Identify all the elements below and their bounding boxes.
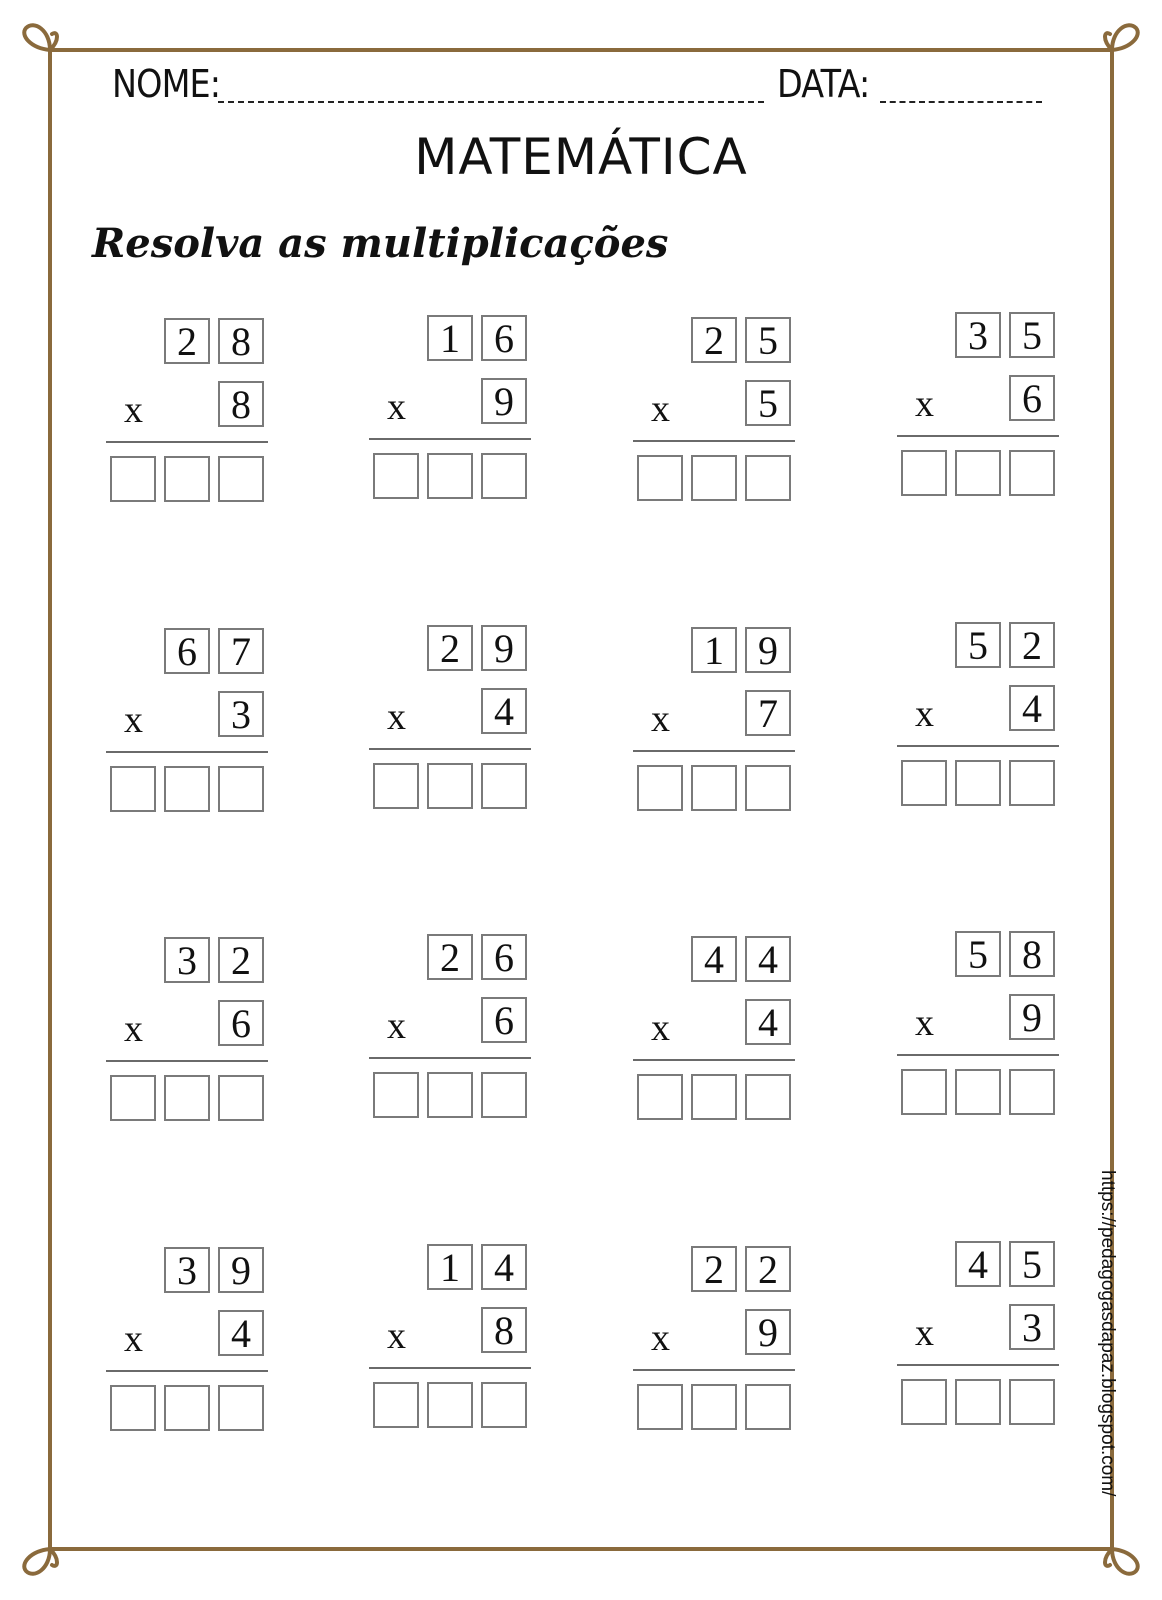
multiplier-digit-box: 9 bbox=[1009, 994, 1055, 1040]
multiply-sign: x bbox=[387, 1315, 406, 1357]
answer-box-hundreds[interactable] bbox=[373, 1072, 419, 1118]
multiply-sign: x bbox=[651, 1007, 670, 1049]
multiplication-problem bbox=[897, 1241, 1059, 1436]
units-digit-box: 9 bbox=[481, 625, 527, 671]
multiply-sign: x bbox=[124, 1318, 143, 1360]
tens-digit-box: 6 bbox=[164, 628, 210, 674]
answer-box-hundreds[interactable] bbox=[373, 1382, 419, 1428]
multiplication-problem bbox=[369, 1244, 531, 1439]
date-label: DATA: bbox=[777, 62, 870, 106]
answer-box-units[interactable] bbox=[745, 765, 791, 811]
tens-digit-box: 4 bbox=[691, 936, 737, 982]
units-digit-box: 2 bbox=[1009, 622, 1055, 668]
tens-digit-box: 2 bbox=[691, 317, 737, 363]
answer-box-hundreds[interactable] bbox=[901, 1069, 947, 1115]
answer-box-units[interactable] bbox=[1009, 1069, 1055, 1115]
multiplication-problem bbox=[897, 622, 1059, 817]
multiplication-problem bbox=[369, 934, 531, 1129]
answer-box-tens[interactable] bbox=[955, 760, 1001, 806]
answer-box-units[interactable] bbox=[218, 456, 264, 502]
answer-box-units[interactable] bbox=[481, 1382, 527, 1428]
answer-box-hundreds[interactable] bbox=[637, 1384, 683, 1430]
answer-box-tens[interactable] bbox=[691, 1384, 737, 1430]
answer-box-hundreds[interactable] bbox=[637, 1074, 683, 1120]
multiplier-digit-box: 5 bbox=[745, 380, 791, 426]
result-rule-line bbox=[369, 1057, 531, 1059]
page-title: MATEMÁTICA bbox=[414, 128, 748, 186]
answer-box-hundreds[interactable] bbox=[901, 760, 947, 806]
result-rule-line bbox=[106, 1370, 268, 1372]
answer-box-hundreds[interactable] bbox=[110, 766, 156, 812]
answer-box-units[interactable] bbox=[218, 1385, 264, 1431]
result-rule-line bbox=[897, 745, 1059, 747]
multiply-sign: x bbox=[124, 389, 143, 431]
answer-box-units[interactable] bbox=[745, 1384, 791, 1430]
source-credit: https://pedagogasdapaz.blogspot.com/ bbox=[1097, 1170, 1118, 1497]
answer-box-tens[interactable] bbox=[691, 455, 737, 501]
units-digit-box: 6 bbox=[481, 315, 527, 361]
units-digit-box: 4 bbox=[481, 1244, 527, 1290]
multiply-sign: x bbox=[915, 1002, 934, 1044]
tens-digit-box: 2 bbox=[691, 1246, 737, 1292]
multiplier-digit-box: 3 bbox=[218, 691, 264, 737]
multiplier-digit-box: 9 bbox=[745, 1309, 791, 1355]
answer-box-units[interactable] bbox=[745, 455, 791, 501]
answer-box-units[interactable] bbox=[481, 763, 527, 809]
answer-box-tens[interactable] bbox=[427, 1072, 473, 1118]
multiply-sign: x bbox=[387, 1005, 406, 1047]
multiplier-digit-box: 3 bbox=[1009, 1304, 1055, 1350]
tens-digit-box: 3 bbox=[164, 1247, 210, 1293]
multiplier-digit-box: 8 bbox=[481, 1307, 527, 1353]
multiplier-digit-box: 6 bbox=[1009, 375, 1055, 421]
answer-box-units[interactable] bbox=[1009, 760, 1055, 806]
answer-box-units[interactable] bbox=[218, 766, 264, 812]
tens-digit-box: 5 bbox=[955, 622, 1001, 668]
result-rule-line bbox=[633, 1059, 795, 1061]
tens-digit-box: 3 bbox=[164, 937, 210, 983]
answer-box-tens[interactable] bbox=[955, 450, 1001, 496]
multiplier-digit-box: 8 bbox=[218, 381, 264, 427]
units-digit-box: 5 bbox=[745, 317, 791, 363]
answer-box-tens[interactable] bbox=[427, 1382, 473, 1428]
result-rule-line bbox=[106, 441, 268, 443]
multiplication-problem bbox=[369, 315, 531, 510]
multiplier-digit-box: 9 bbox=[481, 378, 527, 424]
units-digit-box: 2 bbox=[745, 1246, 791, 1292]
result-rule-line bbox=[369, 1367, 531, 1369]
name-label: NOME: bbox=[112, 62, 221, 106]
answer-box-hundreds[interactable] bbox=[373, 453, 419, 499]
answer-box-tens[interactable] bbox=[427, 763, 473, 809]
answer-box-units[interactable] bbox=[745, 1074, 791, 1120]
units-digit-box: 5 bbox=[1009, 1241, 1055, 1287]
multiply-sign: x bbox=[651, 1317, 670, 1359]
multiplication-problem bbox=[897, 312, 1059, 507]
units-digit-box: 7 bbox=[218, 628, 264, 674]
answer-box-units[interactable] bbox=[218, 1075, 264, 1121]
multiplier-digit-box: 6 bbox=[481, 997, 527, 1043]
tens-digit-box: 1 bbox=[427, 1244, 473, 1290]
name-fill-line[interactable] bbox=[218, 101, 764, 103]
answer-box-hundreds[interactable] bbox=[901, 1379, 947, 1425]
answer-box-tens[interactable] bbox=[691, 765, 737, 811]
multiplication-problem bbox=[633, 627, 795, 822]
multiply-sign: x bbox=[124, 699, 143, 741]
answer-box-tens[interactable] bbox=[955, 1379, 1001, 1425]
answer-box-units[interactable] bbox=[481, 453, 527, 499]
multiplication-problem bbox=[897, 931, 1059, 1126]
tens-digit-box: 1 bbox=[691, 627, 737, 673]
multiply-sign: x bbox=[124, 1008, 143, 1050]
answer-box-tens[interactable] bbox=[427, 453, 473, 499]
multiplication-problem bbox=[633, 317, 795, 512]
answer-box-hundreds[interactable] bbox=[110, 1075, 156, 1121]
units-digit-box: 4 bbox=[745, 936, 791, 982]
multiplier-digit-box: 7 bbox=[745, 690, 791, 736]
result-rule-line bbox=[633, 750, 795, 752]
answer-box-tens[interactable] bbox=[691, 1074, 737, 1120]
units-digit-box: 8 bbox=[1009, 931, 1055, 977]
answer-box-units[interactable] bbox=[1009, 450, 1055, 496]
tens-digit-box: 2 bbox=[427, 625, 473, 671]
tens-digit-box: 5 bbox=[955, 931, 1001, 977]
answer-box-tens[interactable] bbox=[164, 766, 210, 812]
tens-digit-box: 4 bbox=[955, 1241, 1001, 1287]
multiplication-problem bbox=[106, 318, 268, 513]
tens-digit-box: 1 bbox=[427, 315, 473, 361]
multiplier-digit-box: 4 bbox=[218, 1310, 264, 1356]
multiplication-problem bbox=[106, 628, 268, 823]
multiplier-digit-box: 6 bbox=[218, 1000, 264, 1046]
multiply-sign: x bbox=[651, 698, 670, 740]
units-digit-box: 8 bbox=[218, 318, 264, 364]
units-digit-box: 2 bbox=[218, 937, 264, 983]
result-rule-line bbox=[633, 1369, 795, 1371]
multiplication-problem bbox=[106, 937, 268, 1132]
answer-box-tens[interactable] bbox=[955, 1069, 1001, 1115]
result-rule-line bbox=[106, 751, 268, 753]
units-digit-box: 6 bbox=[481, 934, 527, 980]
answer-box-tens[interactable] bbox=[164, 456, 210, 502]
answer-box-hundreds[interactable] bbox=[901, 450, 947, 496]
multiply-sign: x bbox=[651, 388, 670, 430]
result-rule-line bbox=[897, 435, 1059, 437]
result-rule-line bbox=[369, 748, 531, 750]
instruction-text: Resolva as multiplicações bbox=[92, 220, 669, 267]
multiply-sign: x bbox=[915, 693, 934, 735]
result-rule-line bbox=[106, 1060, 268, 1062]
answer-box-hundreds[interactable] bbox=[373, 763, 419, 809]
multiplier-digit-box: 4 bbox=[481, 688, 527, 734]
answer-box-hundreds[interactable] bbox=[110, 1385, 156, 1431]
multiply-sign: x bbox=[915, 1312, 934, 1354]
result-rule-line bbox=[369, 438, 531, 440]
multiply-sign: x bbox=[387, 696, 406, 738]
units-digit-box: 5 bbox=[1009, 312, 1055, 358]
tens-digit-box: 2 bbox=[427, 934, 473, 980]
multiplication-problem bbox=[369, 625, 531, 820]
tens-digit-box: 2 bbox=[164, 318, 210, 364]
result-rule-line bbox=[897, 1054, 1059, 1056]
answer-box-hundreds[interactable] bbox=[637, 455, 683, 501]
units-digit-box: 9 bbox=[218, 1247, 264, 1293]
multiplication-problem bbox=[633, 1246, 795, 1441]
multiplier-digit-box: 4 bbox=[1009, 685, 1055, 731]
multiply-sign: x bbox=[387, 386, 406, 428]
answer-box-tens[interactable] bbox=[164, 1385, 210, 1431]
date-fill-line[interactable] bbox=[880, 101, 1042, 103]
answer-box-units[interactable] bbox=[481, 1072, 527, 1118]
multiplication-problem bbox=[106, 1247, 268, 1442]
tens-digit-box: 3 bbox=[955, 312, 1001, 358]
answer-box-units[interactable] bbox=[1009, 1379, 1055, 1425]
answer-box-tens[interactable] bbox=[164, 1075, 210, 1121]
answer-box-hundreds[interactable] bbox=[637, 765, 683, 811]
units-digit-box: 9 bbox=[745, 627, 791, 673]
answer-box-hundreds[interactable] bbox=[110, 456, 156, 502]
multiply-sign: x bbox=[915, 383, 934, 425]
result-rule-line bbox=[897, 1364, 1059, 1366]
multiplication-problem bbox=[633, 936, 795, 1131]
result-rule-line bbox=[633, 440, 795, 442]
multiplier-digit-box: 4 bbox=[745, 999, 791, 1045]
